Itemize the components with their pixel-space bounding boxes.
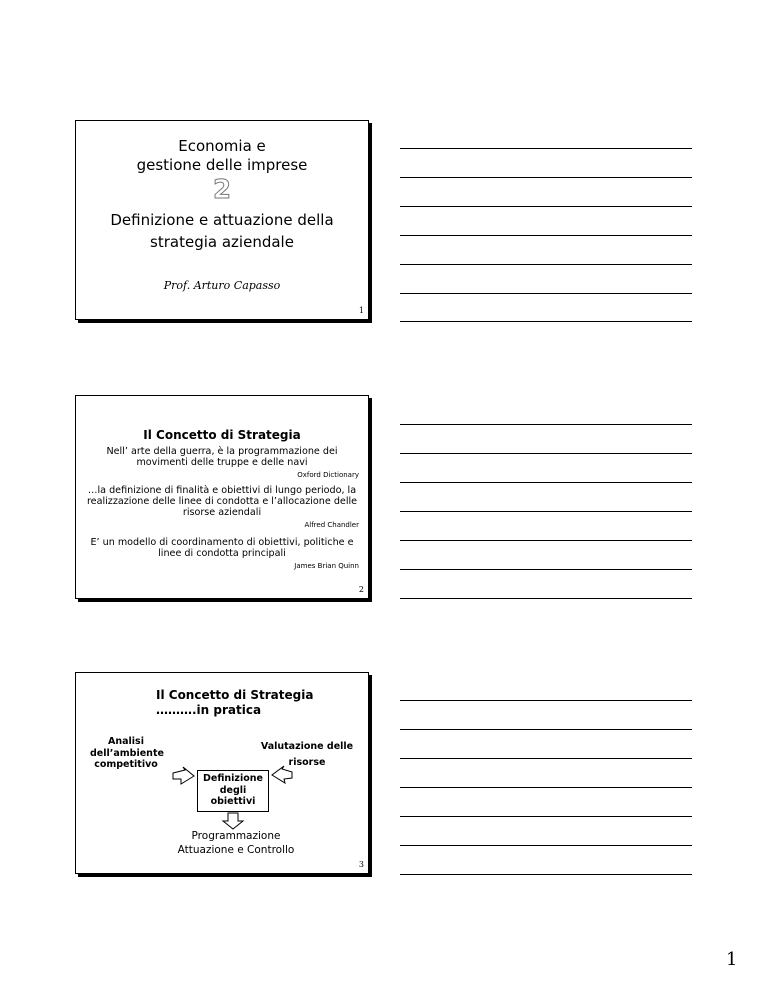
chapter-number: 2 (212, 175, 232, 205)
slide-1-title-line-1: Economia e (178, 137, 266, 155)
notes-line (400, 700, 692, 701)
slide-1 (75, 120, 369, 320)
notes-line (400, 787, 692, 788)
notes-line (400, 453, 692, 454)
quote-oxford: Nell’ arte della guerra, è la programmazione dei movimenti delle truppe e delle navi (106, 446, 338, 468)
slide-number: 2 (358, 585, 364, 594)
arrow-left-icon (173, 767, 194, 784)
notes-line (400, 598, 692, 599)
resources-label: Valutazione delle risorse (260, 741, 354, 768)
notes-line (400, 206, 692, 207)
slide-2 (75, 395, 369, 599)
arrow-right-icon (272, 766, 292, 783)
notes-line (400, 177, 692, 178)
notes-line (400, 482, 692, 483)
notes-line (400, 874, 692, 875)
implementation-label: Attuazione e Controllo (177, 844, 295, 856)
notes-line (400, 511, 692, 512)
notes-line (400, 148, 692, 149)
notes-line (400, 845, 692, 846)
notes-line (400, 729, 692, 730)
slide-3 (75, 672, 369, 874)
notes-line (400, 264, 692, 265)
quote-quinn: E’ un modello di coordinamento di obiettivi, politiche e linee di condotta principali (90, 537, 354, 559)
notes-line (400, 424, 692, 425)
author: Prof. Arturo Capasso (163, 279, 281, 292)
objectives-box: Definizione degli obiettivi (197, 770, 269, 812)
quote-chandler: …la definizione di finalità e obiettivi di lungo periodo, la realizzazione delle linee di condotta e l’allocazione delle risorse aziendali (86, 485, 358, 518)
source-oxford: Oxford Dictionary (297, 471, 359, 479)
notes-line (400, 293, 692, 294)
page-number: 1 (726, 949, 738, 970)
analysis-label: Analisi dell’ambiente competitivo (90, 736, 164, 770)
notes-line (400, 816, 692, 817)
slide-3-title-line-2: ……….in pratica (156, 703, 262, 717)
slide-1-subtitle-line-2: strategia aziendale (150, 233, 294, 251)
notes-line (400, 758, 692, 759)
slide-number: 1 (358, 306, 364, 315)
arrow-down-icon (223, 813, 243, 829)
slide-1-title-line-2: gestione delle imprese (136, 156, 308, 174)
notes-line (400, 540, 692, 541)
source-chandler: Alfred Chandler (304, 521, 359, 529)
slide-3-title-line-1: Il Concetto di Strategia (156, 688, 314, 702)
slide-1-subtitle-line-1: Definizione e attuazione della (110, 211, 334, 229)
notes-line (400, 321, 692, 322)
source-quinn: James Brian Quinn (294, 562, 359, 570)
notes-line (400, 235, 692, 236)
slide-2-title: Il Concetto di Strategia (143, 428, 301, 442)
slide-number: 3 (358, 860, 364, 869)
programming-label: Programmazione (191, 830, 281, 842)
notes-line (400, 569, 692, 570)
